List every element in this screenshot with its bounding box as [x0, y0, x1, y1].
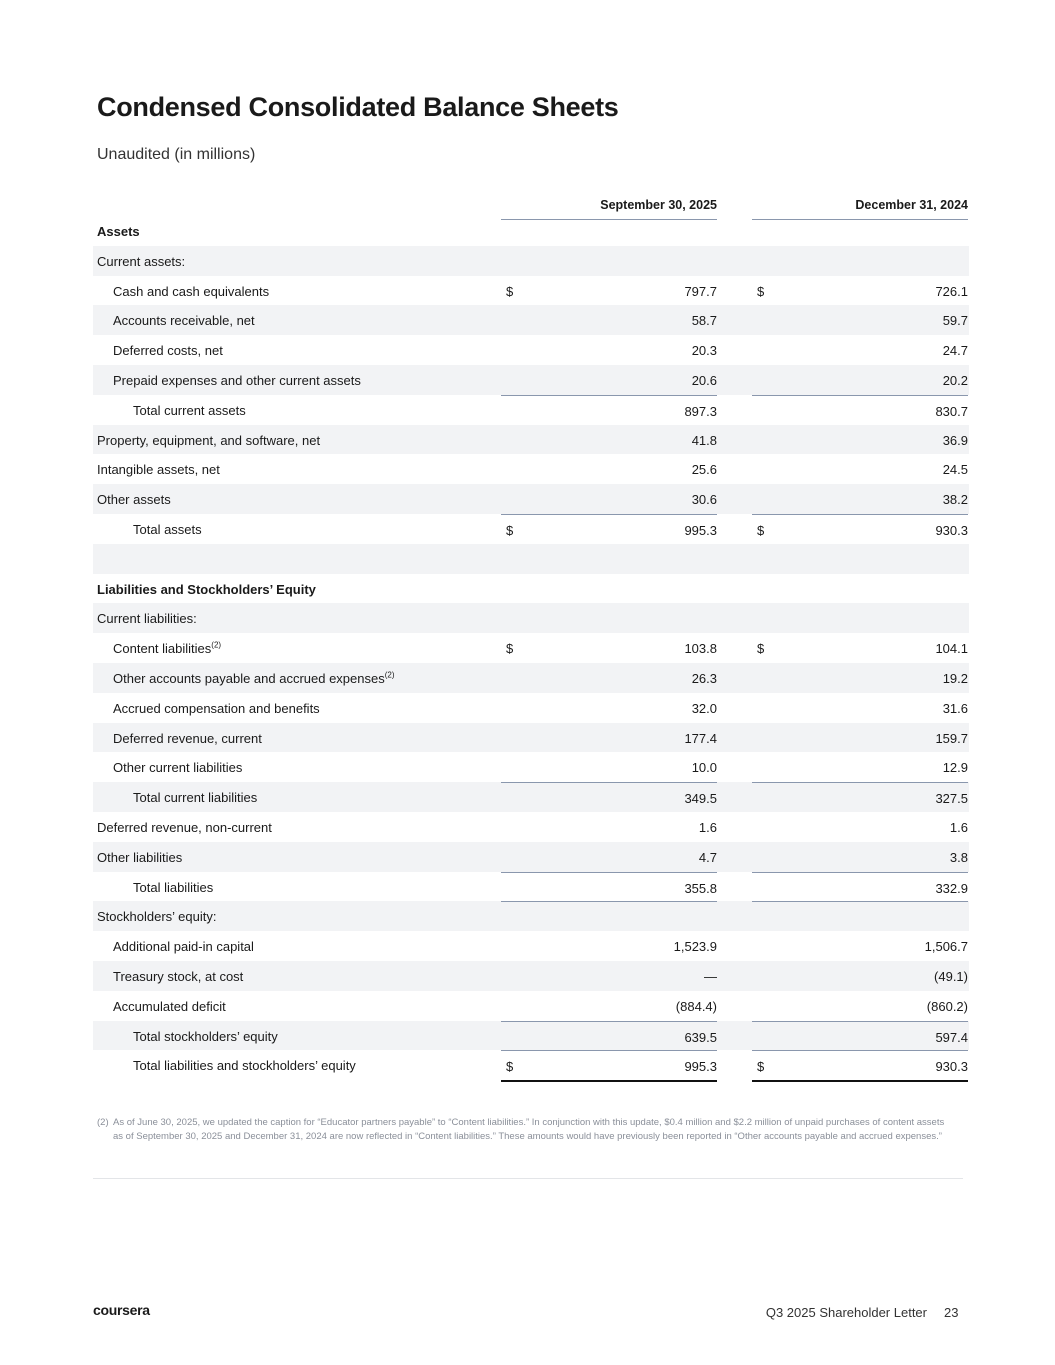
value-cell-sep-2025: [501, 842, 717, 871]
table-row: [93, 395, 969, 425]
value-cell-dec-2024: [752, 991, 968, 1020]
row-label-text: Deferred revenue, current: [113, 730, 262, 746]
row-label: [113, 671, 395, 686]
table-row: [93, 1050, 969, 1080]
row-label-text: Prepaid expenses and other current assets: [113, 372, 361, 388]
value-cell-dec-2024: [752, 931, 968, 960]
value-cell-sep-2025: [501, 812, 717, 841]
row-label-text: Total current assets: [133, 402, 246, 418]
table-row: [93, 365, 969, 395]
value: 12.9: [942, 760, 968, 776]
row-label-text: Assets: [97, 224, 140, 239]
value: 20.3: [691, 343, 717, 359]
value-cell-dec-2024: [752, 693, 968, 722]
row-label: [133, 403, 246, 418]
table-row: [93, 663, 969, 693]
value-cell-dec-2024: [752, 425, 968, 454]
value-cell-sep-2025: [501, 782, 717, 812]
row-label: [97, 492, 171, 507]
row-label-text: Accumulated deficit: [113, 998, 226, 1014]
value-cell-sep-2025: [501, 723, 717, 752]
row-label-text: Additional paid-in capital: [113, 939, 254, 955]
row-label: [97, 611, 197, 626]
row-label: [113, 313, 255, 328]
value-cell-dec-2024: [752, 335, 968, 364]
table-row: [93, 514, 969, 544]
table-row: [93, 216, 969, 246]
row-label-text: Treasury stock, at cost: [113, 968, 244, 984]
table-body: [93, 216, 969, 1080]
value: 19.2: [942, 670, 968, 686]
page-subtitle: Unaudited (in millions): [97, 146, 256, 163]
row-label-text: Current liabilities:: [97, 611, 197, 627]
row-label-text: Liabilities and Stockholders’ Equity: [97, 581, 316, 597]
value-cell-dec-2024: [752, 752, 968, 781]
value: 177.4: [684, 730, 717, 746]
value-cell-dec-2024: [752, 961, 968, 990]
currency-symbol: $: [757, 1059, 765, 1075]
row-label: [113, 343, 223, 358]
table-row: [93, 1021, 969, 1051]
currency-symbol: $: [506, 1059, 514, 1075]
value: —: [704, 968, 717, 984]
value-cell-sep-2025: [501, 276, 717, 305]
value: 59.7: [942, 313, 968, 329]
value: 31.6: [942, 700, 968, 716]
value: 25.6: [691, 462, 717, 478]
currency-symbol: $: [506, 522, 514, 538]
value-cell-sep-2025: [501, 633, 717, 662]
row-label: [113, 731, 262, 746]
row-label-text: Intangible assets, net: [97, 462, 220, 478]
table-row: [93, 574, 969, 604]
table-row: [93, 931, 969, 961]
currency-symbol: $: [757, 641, 765, 657]
table-row: [93, 603, 969, 633]
row-label: [97, 582, 316, 597]
row-label: [133, 522, 202, 537]
value: 355.8: [684, 880, 717, 896]
table-row: [93, 276, 969, 306]
row-label-text: Content liabilities: [113, 641, 212, 657]
value-cell-sep-2025: [501, 693, 717, 722]
footnote-text: As of June 30, 2025, we updated the caption for “Educator partners payable” to “Content liabilities.” In conjunction with this update, $0.4 million and $2.2 million of unpaid purchases of content assets as of September 30, 2025 and December 31, 2024 are now reflected in “Content liabilities.” These amounts would have previously been reported in “Other accounts payable and accrued expenses.”: [113, 1117, 945, 1142]
table-row: [93, 752, 969, 782]
value-cell-sep-2025: [501, 365, 717, 394]
value-cell-sep-2025: [501, 395, 717, 425]
footnote-reference: (2): [211, 640, 222, 650]
value: 995.3: [684, 1059, 717, 1075]
page-title: Condensed Consolidated Balance Sheets: [97, 92, 619, 122]
row-label-text: Deferred costs, net: [113, 343, 223, 359]
value-cell-sep-2025: [501, 872, 717, 902]
value: (884.4): [675, 998, 717, 1014]
row-label: [113, 999, 226, 1014]
value-cell-dec-2024: [752, 872, 968, 902]
row-label-text: Total liabilities: [133, 879, 214, 895]
table-row: [93, 454, 969, 484]
value-cell-sep-2025: [501, 961, 717, 990]
value-cell-dec-2024: [752, 305, 968, 334]
row-label-text: Total assets: [133, 521, 202, 537]
row-label: [113, 760, 242, 775]
row-label: [133, 1029, 278, 1044]
value-cell-sep-2025: [501, 305, 717, 334]
table-row: [93, 782, 969, 812]
table-row: [93, 872, 969, 902]
table-row: [93, 961, 969, 991]
currency-symbol: $: [506, 641, 514, 657]
table-row: [93, 901, 969, 931]
value: 797.7: [684, 283, 717, 299]
row-label-text: Accrued compensation and benefits: [113, 700, 320, 716]
column-header-dec-2024: December 31, 2024: [752, 198, 968, 220]
row-label-text: Cash and cash equivalents: [113, 283, 270, 299]
value-cell-dec-2024: [752, 901, 968, 931]
value: 349.5: [684, 791, 717, 807]
row-label: [97, 909, 216, 924]
row-label: [113, 641, 221, 656]
value: 41.8: [691, 432, 717, 448]
table-row: [93, 633, 969, 663]
row-label-text: Other liabilities: [97, 849, 183, 865]
value: 930.3: [935, 522, 968, 538]
currency-symbol: $: [757, 283, 765, 299]
currency-symbol: $: [757, 522, 765, 538]
value-cell-sep-2025: [501, 1021, 717, 1051]
value: (860.2): [926, 998, 968, 1014]
table-row: [93, 544, 969, 574]
value-cell-dec-2024: [752, 842, 968, 871]
value: 38.2: [942, 492, 968, 508]
row-label-text: Other assets: [97, 492, 171, 508]
row-label-text: Stockholders’ equity:: [97, 909, 217, 925]
value-cell-dec-2024: [752, 1050, 968, 1082]
row-label: [97, 254, 185, 269]
value: 639.5: [684, 1029, 717, 1045]
row-label: [113, 284, 269, 299]
value-cell-sep-2025: [501, 931, 717, 960]
value: (49.1): [934, 968, 968, 984]
value: 1,506.7: [924, 939, 968, 955]
value-cell-dec-2024: [752, 276, 968, 305]
table-row: [93, 335, 969, 365]
value-cell-dec-2024: [752, 782, 968, 812]
table-row: [93, 812, 969, 842]
value-cell-dec-2024: [752, 484, 968, 513]
value: 995.3: [684, 522, 717, 538]
coursera-logo: coursera: [93, 1302, 150, 1318]
row-label: [113, 701, 320, 716]
table-row: [93, 246, 969, 276]
row-label-text: Other accounts payable and accrued expenses: [113, 670, 385, 686]
row-label: [97, 850, 182, 865]
value: 159.7: [935, 730, 968, 746]
value: 20.2: [942, 372, 968, 388]
row-label-text: Total current liabilities: [133, 790, 258, 806]
table-row: [93, 484, 969, 514]
value: 30.6: [691, 492, 717, 508]
balance-sheet-table: [93, 194, 969, 1080]
row-label: [113, 969, 243, 984]
footer-document-title: Q3 2025 Shareholder Letter: [765, 1305, 927, 1320]
table-header: [93, 194, 969, 216]
row-label: [97, 433, 320, 448]
value: 332.9: [935, 880, 968, 896]
value: 597.4: [935, 1029, 968, 1045]
table-row: [93, 842, 969, 872]
value-cell-dec-2024: [752, 723, 968, 752]
value-cell-sep-2025: [501, 901, 717, 931]
value: 32.0: [691, 700, 717, 716]
row-label: [97, 224, 140, 239]
row-label-text: Current assets:: [97, 253, 186, 269]
table-row: [93, 723, 969, 753]
footnote: [97, 1116, 953, 1144]
row-label-text: Other current liabilities: [113, 760, 243, 776]
table-row: [93, 991, 969, 1021]
table-row: [93, 305, 969, 335]
value: 897.3: [684, 403, 717, 419]
row-label-text: Property, equipment, and software, net: [97, 432, 321, 448]
table-row: [93, 425, 969, 455]
value: 1.6: [698, 819, 717, 835]
row-label-text: Deferred revenue, non-current: [97, 819, 272, 835]
value: 726.1: [935, 283, 968, 299]
value-cell-sep-2025: [501, 335, 717, 364]
footnote-divider: [93, 1178, 963, 1179]
value: 1.6: [949, 819, 968, 835]
page-number: 23: [944, 1305, 959, 1320]
value-cell-dec-2024: [752, 633, 968, 662]
row-label-text: Total stockholders’ equity: [133, 1028, 278, 1044]
footnote-number: (2): [97, 1117, 109, 1128]
value-cell-sep-2025: [501, 752, 717, 781]
value-cell-sep-2025: [501, 425, 717, 454]
currency-symbol: $: [506, 283, 514, 299]
value-cell-dec-2024: [752, 365, 968, 394]
value: 10.0: [691, 760, 717, 776]
column-header-sep-2025: September 30, 2025: [501, 198, 717, 220]
value-cell-dec-2024: [752, 663, 968, 692]
row-label: [113, 373, 361, 388]
value: 24.5: [942, 462, 968, 478]
value: 830.7: [935, 403, 968, 419]
value-cell-sep-2025: [501, 484, 717, 513]
value: 930.3: [935, 1059, 968, 1075]
value-cell-dec-2024: [752, 514, 968, 546]
row-label: [113, 939, 254, 954]
row-label-text: Total liabilities and stockholders’ equity: [133, 1058, 356, 1074]
value-cell-dec-2024: [752, 395, 968, 425]
value-cell-dec-2024: [752, 454, 968, 483]
row-label-text: Accounts receivable, net: [113, 313, 255, 329]
value: 104.1: [935, 641, 968, 657]
value: 36.9: [942, 432, 968, 448]
value-cell-sep-2025: [501, 454, 717, 483]
value-cell-dec-2024: [752, 1021, 968, 1051]
value: 26.3: [691, 670, 717, 686]
row-label: [133, 880, 213, 895]
value: 58.7: [691, 313, 717, 329]
value: 327.5: [935, 791, 968, 807]
value: 103.8: [684, 641, 717, 657]
row-label: [97, 820, 272, 835]
row-label: [133, 1058, 356, 1073]
table-row: [93, 693, 969, 723]
value: 24.7: [942, 343, 968, 359]
value: 3.8: [949, 849, 968, 865]
value-cell-sep-2025: [501, 1050, 717, 1082]
value-cell-dec-2024: [752, 812, 968, 841]
value: 4.7: [698, 849, 717, 865]
footnote-reference: (2): [384, 670, 395, 680]
row-label: [133, 790, 257, 805]
value-cell-sep-2025: [501, 514, 717, 546]
value-cell-sep-2025: [501, 991, 717, 1020]
value: 20.6: [691, 372, 717, 388]
value-cell-sep-2025: [501, 663, 717, 692]
value: 1,523.9: [673, 939, 717, 955]
row-label: [97, 462, 220, 477]
